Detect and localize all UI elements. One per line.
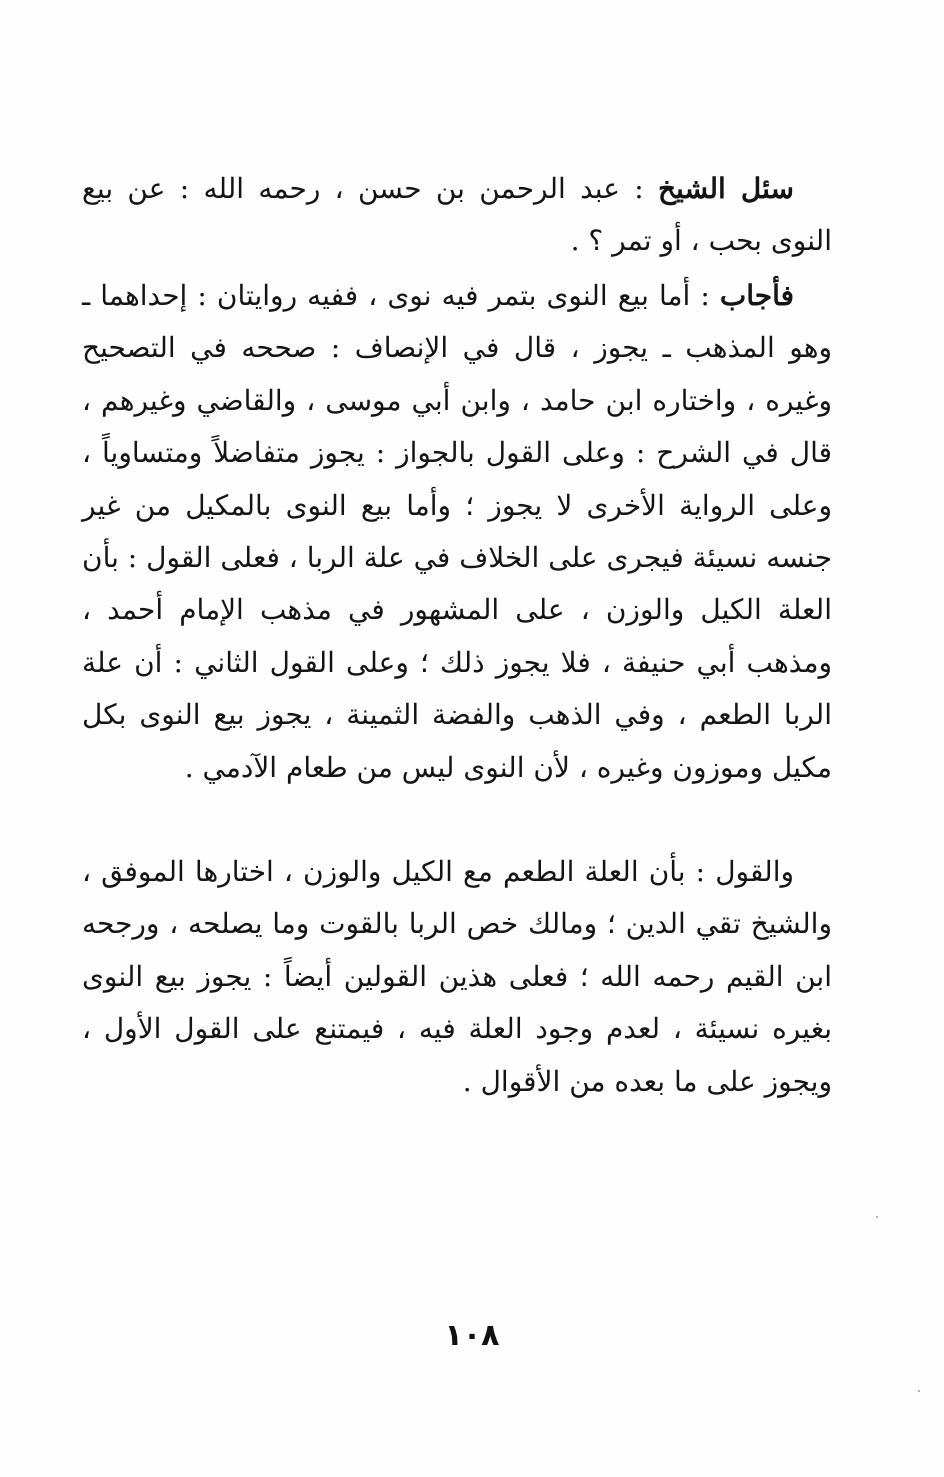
continuation-block xyxy=(82,846,832,1108)
question-text: : عبد الرحمن بن حسن ، رحمه الله : عن بيع النوى بحب ، أو تمر ؟ . xyxy=(82,172,832,258)
answer-text: : أما بيع النوى بتمر فيه نوى ، ففيه روايتان : إحداهما ـ وهو المذهب ـ يجوز ، قال في الإنصاف : صححه في التصحيح وغيره ، واختاره ابن حامد ، وابن أبي موسى ، والقاضي وغيرهم ، قال في الشرح : وعلى القول بالجواز : يجوز متفاضلاً ومتساوياً ، وعلى الرواية الأخرى لا يجوز ؛ وأما بيع النوى بالمكيل من غير جنسه نسيئة فيجرى على الخلاف في علة الربا ، فعلى القول : بأن العلة الكيل والوزن ، على المشهور في مذهب الإمام أحمد ، ومذهب أبي حنيفة ، فلا يجوز ذلك ؛ وعلى القول الثاني : أن علة الربا الطعم ، وفي الذهب والفضة الثمينة ، يجوز بيع النوى بكل مكيل وموزون وغيره ، لأن النوى ليس من طعام الآدمي . xyxy=(82,279,832,784)
answer-lead: فأجاب xyxy=(719,279,795,312)
scan-speck xyxy=(918,1390,920,1392)
scan-speck xyxy=(876,1216,878,1218)
page-number: ١٠٨ xyxy=(444,1318,500,1353)
question-lead: سئل الشيخ xyxy=(657,172,795,205)
question-block xyxy=(82,163,832,268)
answer-paragraph xyxy=(82,270,832,794)
continuation-paragraph: والقول : بأن العلة الطعم مع الكيل والوزن ، اختارها الموفق ، والشيخ تقي الدين ؛ ومالك خص الربا بالقوت وما يصلحه ، ورجحه ابن القيم رحمه الله ؛ فعلى هذين القولين أيضاً : يجوز بيع النوى بغيره نسيئة ، لعدم وجود العلة فيه ، فيمتنع على القول الأول ، ويجوز على ما بعده من الأقوال . xyxy=(82,855,832,1098)
question-paragraph xyxy=(82,163,832,268)
answer-block xyxy=(82,270,832,794)
